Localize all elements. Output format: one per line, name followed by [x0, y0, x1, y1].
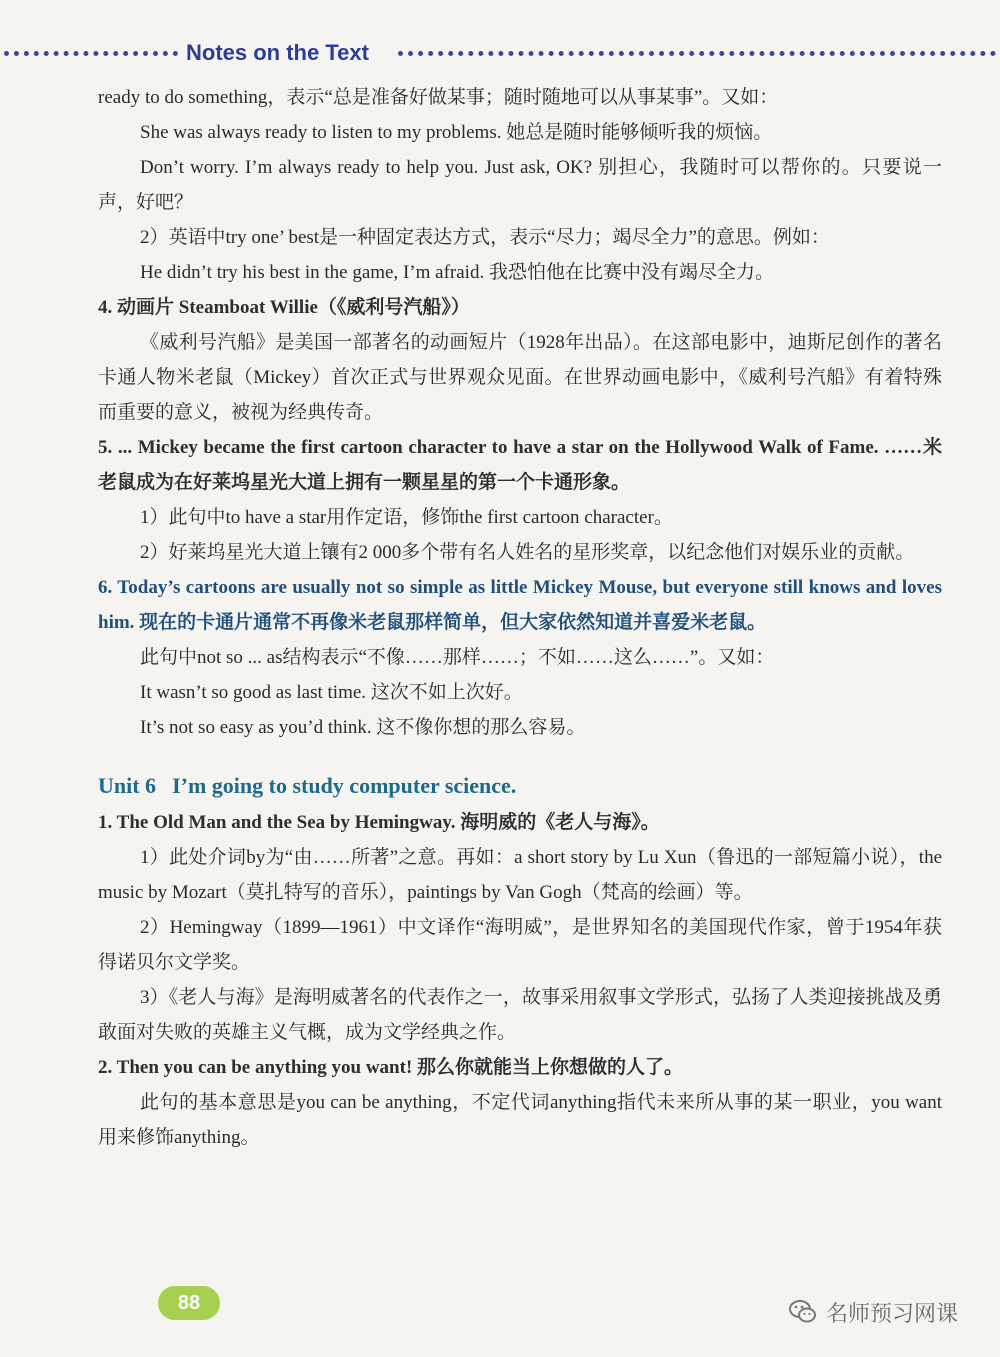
notes-list [98, 80, 942, 745]
note-paragraph: 1）此句中to have a star用作定语，修饰the first cartoon character。 [140, 507, 673, 528]
note-paragraph: 4. 动画片 Steamboat Willie（《威利号汽船》） [98, 297, 470, 318]
header-dots-right [398, 51, 996, 56]
note-paragraph: 2）英语中try one’ best是一种固定表达方式，表示“尽力；竭尽全力”的意思。例如： [140, 227, 830, 248]
note-paragraph: He didn’t try his best in the game, I’m afraid. 我恐怕他在比赛中没有竭尽全力。 [140, 262, 774, 283]
note-paragraph: ready to do something，表示“总是准备好做某事；随时随地可以从事某事”。又如： [98, 87, 779, 108]
note-paragraph: 6. Today’s cartoons are usually not so simple as little Mickey Mouse, but everyone still knows and loves him. 现在的卡通片通常不再像米老鼠那样简单，但大家依然知道并喜爱米老鼠。 [98, 577, 942, 633]
note-paragraph: 此句中not so ... as结构表示“不像……那样……；不如……这么……”。又如： [140, 647, 775, 668]
page-content [98, 80, 942, 1155]
note-paragraph: She was always ready to listen to my problems. 她总是随时能够倾听我的烦恼。 [140, 122, 773, 143]
note-paragraph: 2）Hemingway（1899—1961）中文译作“海明威”，是世界知名的美国现代作家，曾于1954年获得诺贝尔文学奖。 [98, 917, 942, 973]
note-paragraph: 1. The Old Man and the Sea by Hemingway. 海明威的《老人与海》。 [98, 812, 660, 833]
wechat-icon [788, 1297, 818, 1327]
note-paragraph: 3）《老人与海》是海明威著名的代表作之一，故事采用叙事文学形式，弘扬了人类迎接挑战及勇敢面对失败的英雄主义气概，成为文学经典之作。 [98, 987, 942, 1043]
note-paragraph: 1）此处介词by为“由……所著”之意。再如：a short story by Lu Xun（鲁迅的一部短篇小说），the music by Mozart（莫扎特写的音乐），paintings by Van Gogh（梵高的绘画）等。 [98, 847, 942, 903]
page-header [0, 36, 1000, 70]
note-paragraph: 此句的基本意思是you can be anything，不定代词anything指代未来所从事的某一职业，you want用来修饰anything。 [98, 1092, 942, 1148]
note-paragraph: It wasn’t so good as last time. 这次不如上次好。 [140, 682, 523, 703]
page-number-badge: 88 [158, 1286, 220, 1320]
note-paragraph: 2）好莱坞星光大道上镶有2 000多个带有名人姓名的星形奖章，以纪念他们对娱乐业的贡献。 [140, 542, 915, 563]
unit-title-text: I’m going to study computer science. [172, 773, 517, 798]
note-paragraph: 2. Then you can be anything you want! 那么你就能当上你想做的人了。 [98, 1057, 684, 1078]
note-paragraph: 《威利号汽船》是美国一部著名的动画短片（1928年出品）。在这部电影中，迪斯尼创作的著名卡通人物米老鼠（Mickey）首次正式与世界观众见面。在世界动画电影中，《威利号汽船》有着特殊而重要的意义，被视为经典传奇。 [98, 332, 942, 423]
unit-notes-list [98, 805, 942, 1155]
watermark [788, 1294, 958, 1330]
watermark-text: 名师预习网课 [826, 1301, 959, 1327]
note-paragraph: It’s not so easy as you’d think. 这不像你想的那么容易。 [140, 717, 586, 738]
header-dots-left [4, 51, 178, 56]
unit-heading [98, 767, 942, 805]
note-paragraph: Don’t worry. I’m always ready to help you. Just ask, OK? 别担心，我随时可以帮你的。只要说一声，好吧？ [98, 157, 942, 213]
unit-number: Unit 6 [98, 773, 157, 798]
note-paragraph: 5. ... Mickey became the first cartoon character to have a star on the Hollywood Walk of Fame. ……米老鼠成为在好莱坞星光大道上拥有一颗星星的第一个卡通形象。 [98, 437, 942, 493]
section-title: Notes on the Text [186, 40, 369, 65]
